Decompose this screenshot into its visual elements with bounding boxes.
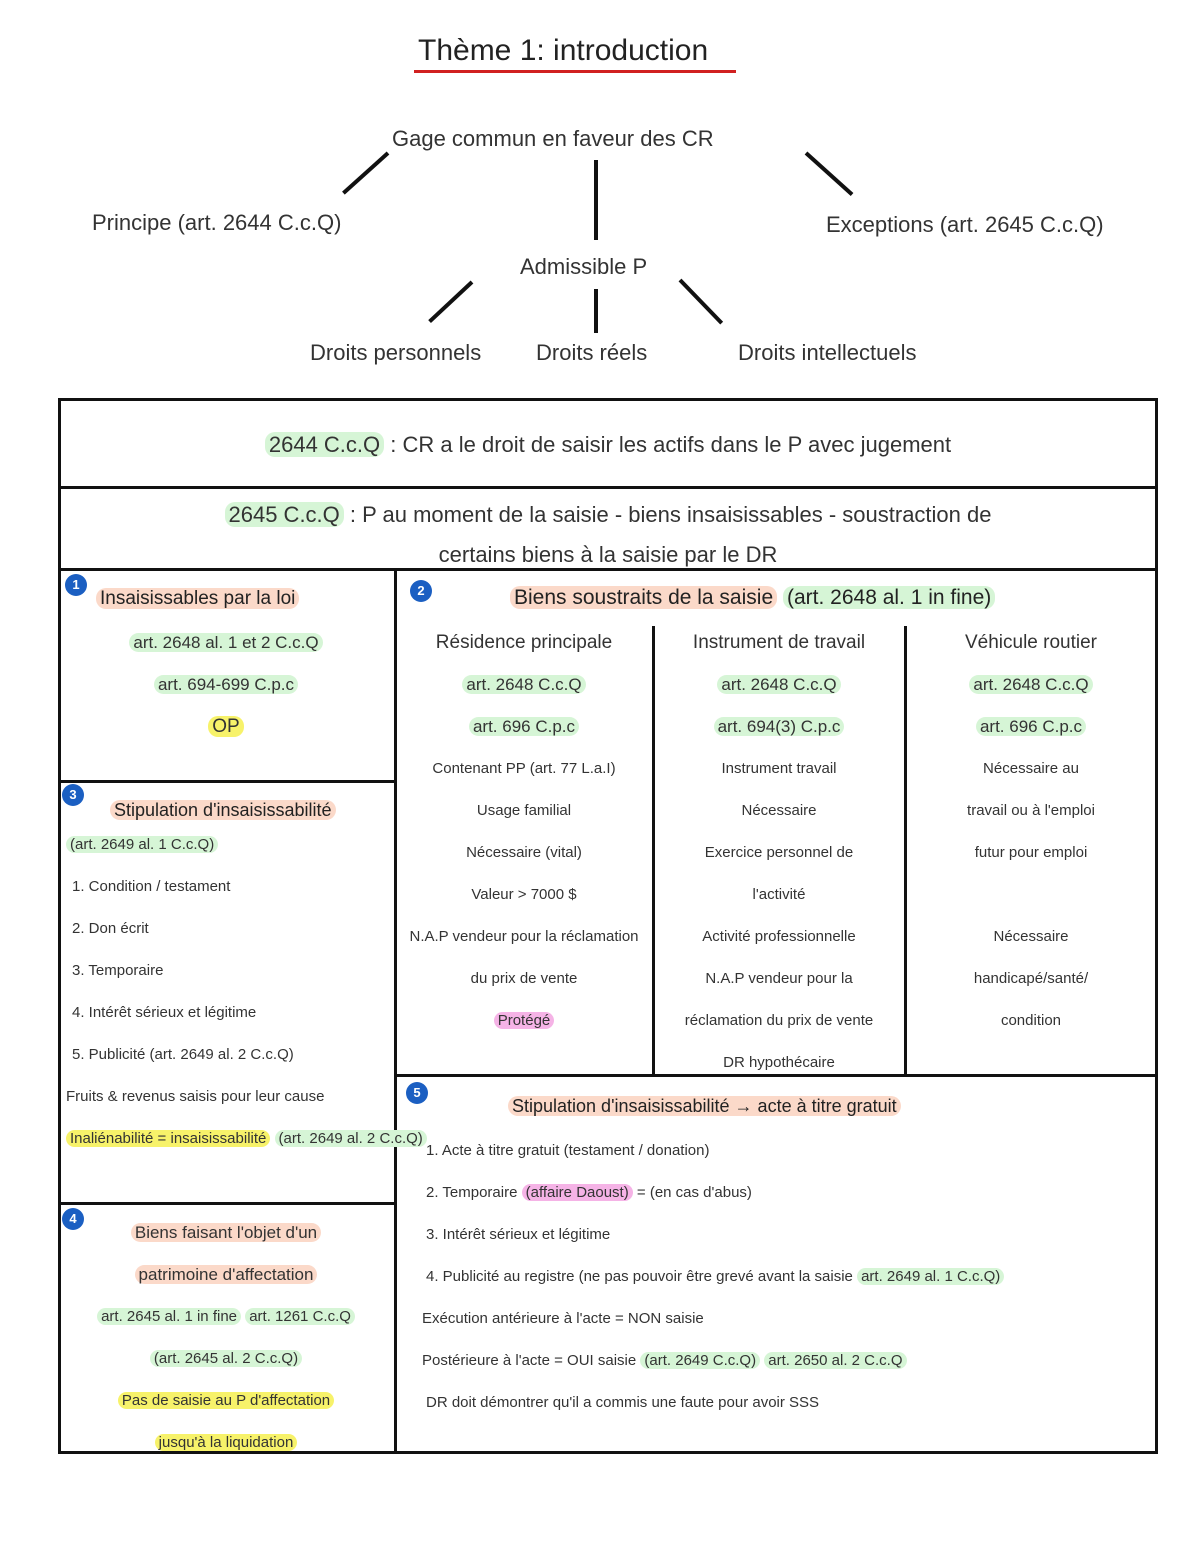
title-underline [414,70,736,73]
box5-line: Exécution antérieure à l'acte = NON saisie [422,1310,704,1327]
number-badge-2: 2 [410,580,432,602]
box5-item: 3. Intérêt sérieux et légitime [426,1226,611,1243]
col3-head: Véhicule routier [964,632,1098,653]
box1-badge [58,706,394,748]
col3-ref1-text: art. 2648 C.c.Q [969,675,1092,694]
box4-hl1-text: Pas de saisie au P d'affectation [118,1392,334,1409]
col1-item: N.A.P vendeur pour la réclamation [409,928,639,945]
col1-protected-text: Protégé [494,1012,555,1029]
box1-ref1-text: art. 2648 al. 1 et 2 C.c.Q [129,633,322,652]
col1-item: Contenant PP (art. 77 L.a.I) [432,760,616,777]
box3-item: 3. Temporaire [72,962,164,979]
tree-connector [594,160,598,240]
tree-connector [428,281,473,323]
number-badge-3: 3 [62,784,84,806]
box3-hl-ref: (art. 2649 al. 2 C.c.Q) [275,1130,427,1147]
row2-line2: certains biens à la saisie par le DR [438,542,778,567]
col3-ref2 [906,706,1156,748]
box5-item: 1. Acte à titre gratuit (testament / donation) [426,1142,710,1159]
tree-connector [679,279,724,325]
col2-ref2-text: art. 694(3) C.p.c [714,717,845,736]
box4-hl1 [58,1380,394,1422]
row2-ref: 2645 C.c.Q [225,502,344,527]
tree-right-text: Exceptions (art. 2645 C.c.Q) [826,212,1104,237]
box3-note: Fruits & revenus saisis pour leur cause [66,1088,325,1105]
box3-hl-text: Inaliénabilité = insaisissabilité [66,1130,270,1147]
box1-ref1 [58,622,394,664]
box5-line-text: Postérieure à l'acte = OUI saisie [422,1352,637,1369]
box1-heading-text: Insaisissables par la loi [96,588,299,609]
box4-ref3 [58,1338,394,1380]
row2-text: : P au moment de la saisie - biens insaisissables - soustraction de [349,502,992,527]
tree-root: Gage commun en faveur des CR [392,126,714,151]
box1-badge-text: OP [208,716,243,737]
box4-heading [58,1212,394,1254]
box4-heading2 [58,1254,394,1296]
box5-line [422,1340,907,1382]
tree-connector [594,289,598,333]
col1-ref2-text: art. 696 C.p.c [469,717,579,736]
box3-item: 2. Don écrit [72,920,149,937]
col2-item: réclamation du prix de vente [684,1012,874,1029]
box4-heading-text: Biens faisant l'objet d'un [131,1223,321,1242]
col2-item: Exercice personnel de [704,844,854,861]
tree-middle: Admissible P [520,254,648,279]
col2-item: Nécessaire [741,802,817,819]
tree-left [92,210,341,236]
col1-ref1 [396,664,652,706]
col1-head: Résidence principale [435,632,613,653]
left-divider [58,1202,396,1205]
box5-line-ref2: art. 2650 al. 2 C.c.Q [764,1352,906,1369]
box3-item: 1. Condition / testament [72,878,231,895]
left-divider [58,780,396,783]
col2-ref2 [654,706,904,748]
col2-item: Instrument travail [721,760,837,777]
tree-leaf-2: Droits réels [536,340,648,365]
box5-heading-text: Stipulation d'insaisissabilité → acte à titre gratuit [508,1096,901,1116]
box5-item [426,1256,1004,1298]
col1-ref2 [396,706,652,748]
row2 [58,496,1158,534]
col3-item: futur pour emploi [974,844,1088,861]
box4-refs [58,1296,394,1338]
number-badge-5: 5 [406,1082,428,1104]
col2-item: l'activité [752,886,806,903]
box4-hl2-text: jusqu'à la liquidation [155,1434,298,1451]
col3-ref1 [906,664,1156,706]
number-badge-1: 1 [65,574,87,596]
box3-heading-text: Stipulation d'insaisissabilité [110,800,336,820]
box4-hl2 [58,1422,394,1464]
tree-leaf-3: Droits intellectuels [738,340,917,365]
col1-item: Usage familial [476,802,572,819]
box2-heading-ref: (art. 2648 al. 1 in fine) [783,586,995,609]
row1-ref: 2644 C.c.Q [265,432,384,457]
col1-item: Nécessaire (vital) [466,844,582,861]
number-badge-4: 4 [62,1208,84,1230]
box1-ref2-text: art. 694-699 C.p.c [154,675,298,694]
col3-item: condition [1000,1012,1062,1029]
col2-ref1 [654,664,904,706]
box4-ref1: art. 2645 al. 1 in fine [97,1308,241,1325]
box3-item: 5. Publicité (art. 2649 al. 2 C.c.Q) [72,1046,294,1063]
box1-ref2 [58,664,394,706]
row-divider [58,486,1158,489]
box4-ref3-text: (art. 2645 al. 2 C.c.Q) [150,1350,302,1367]
tree-leaf-1: Droits personnels [310,340,482,365]
col2-item: DR hypothécaire [723,1054,835,1071]
box5-item-text: 4. Publicité au registre (ne pas pouvoir être grevé avant la saisie [426,1268,853,1285]
tree-left-text: Principe (art. 2644 C.c.Q) [92,210,342,235]
box3-ref [66,824,218,866]
box5-heading [508,1096,901,1117]
col3-item: Nécessaire au [983,760,1079,777]
box3-item: 4. Intérêt sérieux et légitime [72,1004,257,1021]
box5-line: DR doit démontrer qu'il a commis une faute pour avoir SSS [426,1394,820,1411]
box3-ref-text: (art. 2649 al. 1 C.c.Q) [66,836,218,853]
col1-ref1-text: art. 2648 C.c.Q [462,675,585,694]
col2-item: Activité professionnelle [702,928,856,945]
col3-item: travail ou à l'emploi [967,802,1095,819]
box2-heading-text: Biens soustraits de la saisie [510,586,777,609]
box5-item-ref: art. 2649 al. 1 C.c.Q) [857,1268,1004,1285]
box5-line-ref1: (art. 2649 C.c.Q) [640,1352,760,1369]
col3-item: Nécessaire [993,928,1069,945]
box3-heading [110,800,336,821]
row1-text: : CR a le droit de saisir les actifs dans le P avec jugement [390,432,952,457]
col2-ref1-text: art. 2648 C.c.Q [717,675,840,694]
tree-right [826,212,1104,238]
box5-item-hl: (affaire Daoust) [522,1184,633,1201]
box5-item-text: 2. Temporaire [426,1184,518,1201]
box4-heading2-text: patrimoine d'affectation [135,1265,318,1284]
col1-item: Valeur > 7000 $ [471,886,577,903]
box3-hl [66,1118,427,1160]
col2-head: Instrument de travail [692,632,866,653]
box1-heading [96,588,299,610]
tree-connector [805,152,854,196]
row1 [58,426,1158,464]
box5-item [426,1172,752,1214]
col3-item: handicapé/santé/ [973,970,1089,987]
box4-ref2: art. 1261 C.c.Q [245,1308,355,1325]
col1-item: du prix de vente [470,970,578,987]
page-title: Thème 1: introduction [418,34,709,67]
col2-item: N.A.P vendeur pour la [705,970,853,987]
box5-item-aside: = (en cas d'abus) [636,1184,752,1201]
col3-ref2-text: art. 696 C.p.c [976,717,1086,736]
tree-connector [342,152,389,195]
box2-heading [510,586,995,610]
col1-protected [396,1000,652,1042]
